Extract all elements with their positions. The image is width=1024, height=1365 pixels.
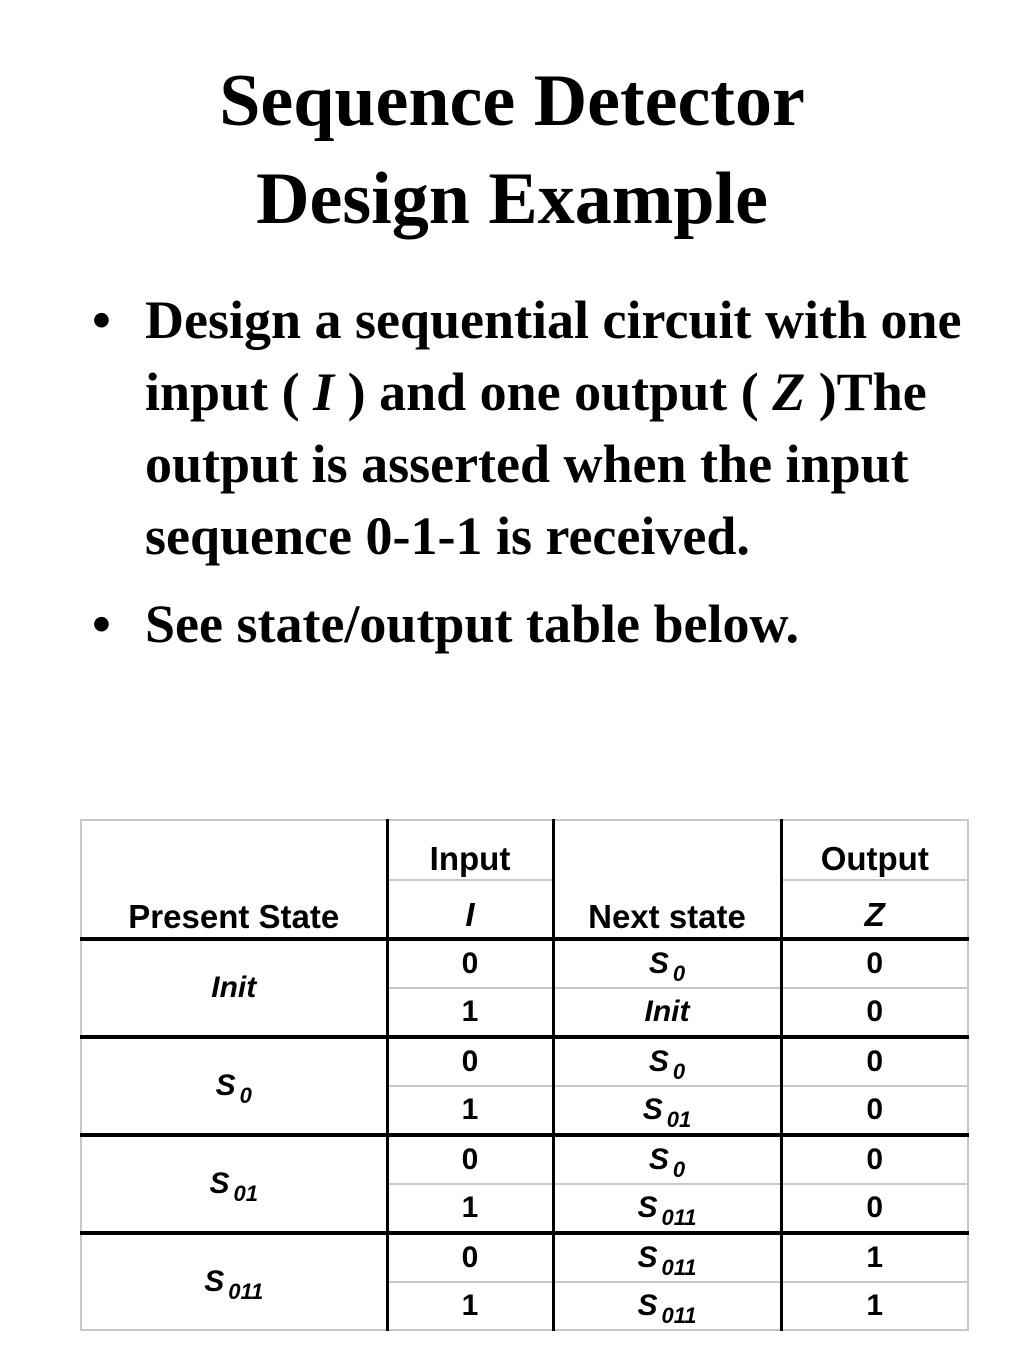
state-name: S	[637, 1191, 658, 1224]
state-subscript: 011	[228, 1279, 264, 1304]
state-name: S	[648, 947, 669, 980]
present-state-cell	[81, 1233, 387, 1330]
header-output-variable: Z	[781, 880, 968, 939]
header-input: Input	[387, 820, 553, 880]
input-cell: 0	[387, 1233, 553, 1282]
next-state-cell	[553, 1282, 781, 1330]
present-state-cell	[81, 1037, 387, 1135]
table-header-row	[81, 820, 968, 880]
slide-title	[0, 52, 1024, 248]
next-state-cell	[553, 988, 781, 1037]
input-cell: 0	[387, 1037, 553, 1086]
bullet-dot: •	[92, 594, 111, 654]
header-next-state: Next state	[553, 820, 781, 939]
state-label	[642, 1093, 692, 1132]
table-row	[81, 939, 968, 988]
bullet-item-design	[92, 284, 992, 572]
state-subscript: 0	[672, 1157, 686, 1182]
state-subscript: 011	[661, 1255, 697, 1280]
state-label	[215, 1069, 252, 1108]
state-name: S	[215, 1069, 236, 1102]
state-subscript: 0	[239, 1083, 252, 1108]
state-label	[637, 1241, 697, 1280]
state-subscript: 01	[666, 1107, 692, 1132]
state-label	[204, 1265, 264, 1304]
input-cell: 1	[387, 988, 553, 1037]
table-row	[81, 1135, 968, 1184]
input-cell: 1	[387, 1086, 553, 1135]
state-name: Init	[644, 995, 690, 1028]
next-state-cell	[553, 1135, 781, 1184]
header-input-variable: I	[387, 880, 553, 939]
output-cell: 0	[781, 1037, 968, 1086]
output-cell: 0	[781, 988, 968, 1037]
state-name: Init	[211, 971, 257, 1004]
state-name: S	[204, 1265, 225, 1298]
next-state-cell	[553, 1086, 781, 1135]
state-name: S	[648, 1143, 669, 1176]
state-name: S	[637, 1241, 658, 1274]
state-subscript: 011	[661, 1303, 697, 1328]
title-line-1: Sequence Detector	[219, 60, 805, 142]
input-cell: 1	[387, 1184, 553, 1233]
next-state-cell	[553, 1037, 781, 1086]
input-cell: 0	[387, 939, 553, 988]
table-row	[81, 1037, 968, 1086]
output-variable: Z	[772, 362, 806, 422]
next-state-cell	[553, 1184, 781, 1233]
state-subscript: 0	[672, 1059, 686, 1084]
output-cell: 0	[781, 1184, 968, 1233]
header-output: Output	[781, 820, 968, 880]
output-cell: 0	[781, 1086, 968, 1135]
table-row	[81, 1233, 968, 1282]
state-label	[637, 1289, 697, 1328]
state-label	[209, 1167, 259, 1206]
state-name: S	[637, 1289, 658, 1322]
state-label	[637, 1191, 697, 1230]
state-subscript: 0	[672, 961, 686, 986]
state-label	[648, 947, 686, 986]
output-cell: 1	[781, 1282, 968, 1330]
bullet-text-part-1: Design a sequential circuit with one input (	[145, 290, 962, 422]
input-variable: I	[313, 362, 335, 422]
bullet-text-part-2: ) and one output (	[347, 362, 759, 422]
input-cell: 0	[387, 1135, 553, 1184]
state-subscript: 01	[233, 1181, 258, 1206]
bullet-dot: •	[92, 290, 111, 350]
output-cell: 0	[781, 939, 968, 988]
present-state-cell	[81, 939, 387, 1037]
state-name: S	[209, 1167, 230, 1200]
present-state-cell	[81, 1135, 387, 1233]
output-cell: 0	[781, 1135, 968, 1184]
bullet-item-see-table	[92, 588, 992, 660]
title-line-2: Design Example	[256, 158, 768, 240]
state-label	[648, 1143, 686, 1182]
output-cell: 1	[781, 1233, 968, 1282]
state-name: S	[648, 1045, 669, 1078]
state-label	[211, 971, 256, 1004]
next-state-cell	[553, 1233, 781, 1282]
input-cell: 1	[387, 1282, 553, 1330]
state-label	[648, 1045, 686, 1084]
state-output-table	[80, 819, 969, 1331]
state-subscript: 011	[661, 1205, 697, 1230]
table-body	[81, 939, 968, 1330]
state-name: S	[642, 1093, 663, 1126]
bullet-text: See state/output table below.	[145, 594, 799, 654]
state-label	[645, 995, 690, 1028]
bullet-text-part-3: )The output is asserted when the input sequence 0-1-1 is received.	[145, 362, 927, 566]
header-present-state: Present State	[81, 820, 387, 939]
bullet-list	[92, 284, 992, 660]
next-state-cell	[553, 939, 781, 988]
